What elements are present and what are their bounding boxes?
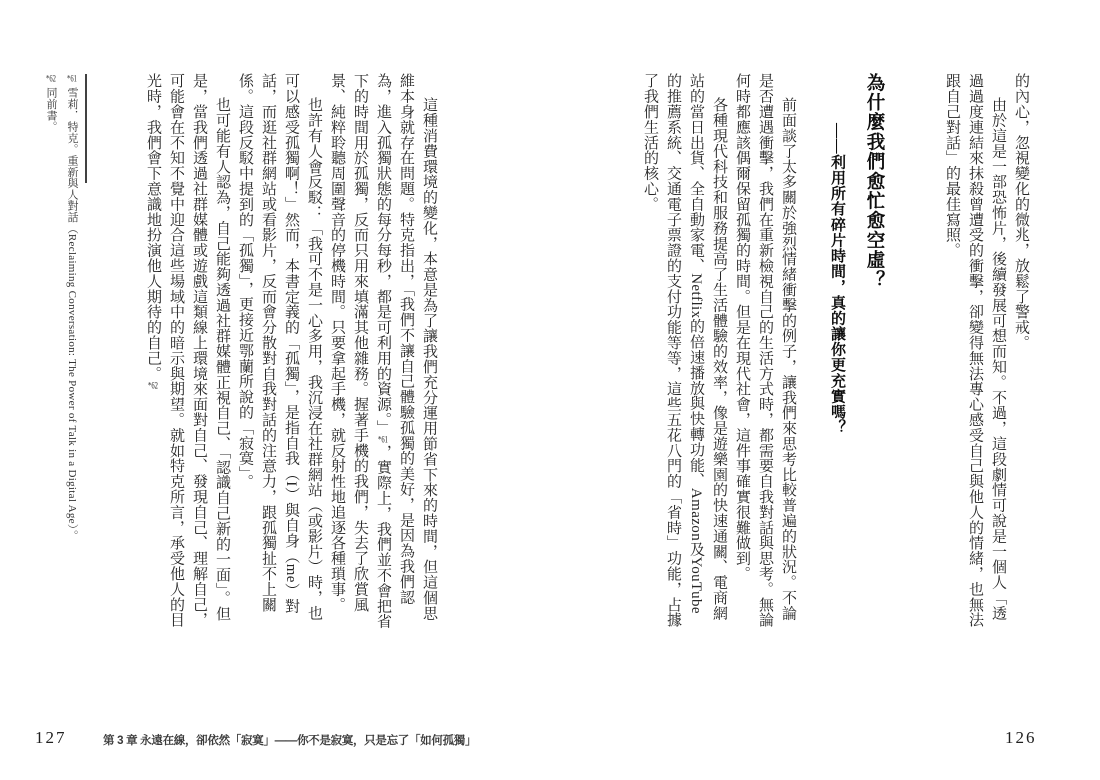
footnotes-block xyxy=(40,74,82,630)
footnote-item xyxy=(40,74,61,630)
footnote-marker: *62 xyxy=(46,74,56,83)
footnote-ref-61: *61 xyxy=(378,435,388,445)
footnote-text: 同前書。 xyxy=(45,87,57,133)
footnote-marker: *61 xyxy=(67,74,77,83)
paragraph xyxy=(325,73,440,629)
paragraph xyxy=(141,73,233,629)
paragraph: 也許有人會反駁：「我可不是一心多用，我沉浸在社群網站（或影片）時，也可以感受孤獨啊！」然而，本書定義的「孤獨」，是指自我（I）與自身（me）對話，而逛社群網站或看影片，反而會分散對自我對話的注意力，跟孤獨扯不上關係。這段反駁中提到的「孤獨」，更接近鄂蘭所說的「寂寞」。 xyxy=(237,73,322,621)
paragraph: 由於這是一部恐怖片，後續發展可想而知。不過，這段劇情可說是一個人「透過過度連結來抹殺曾遭受的衝擊，卻變得無法專心感受自己與他人的情緒，也無法跟自己對話」的最佳寫照。 xyxy=(944,73,1006,628)
page-number-right: 126 xyxy=(1005,728,1037,747)
section-heading: 為什麼我們愈忙愈空虛？ xyxy=(864,73,884,290)
left-page-text-block xyxy=(141,73,440,629)
footnote-text: 雪莉．特克。重新與人對話（Reclaiming Conversation: The Power of Talk in a Digital Age）。 xyxy=(66,87,78,541)
footnote-separator xyxy=(85,74,87,183)
footnote-item xyxy=(61,74,82,630)
footnote-ref-62: *62 xyxy=(148,381,158,390)
page-number-left: 127 xyxy=(35,728,67,747)
page-right xyxy=(550,0,1100,780)
paragraph-text: 也可能有人認為，自己能夠透過社群媒體正視自己、「認識自己新的一面」。但是，當我們透過社群媒體或遊戲這類線上環境來面對自己、發現自己、理解自己，可能會在不知不覺中迎合這些場域中的暗示與期望。就如特克所言，承受他人的目光時，我們會下意識地扮演他人期待的自己。 xyxy=(145,73,230,628)
paragraph: 前面談了太多關於強烈情緒衝擊的例子，讓我們來思考比較普遍的狀況。不論是否遭遇衝擊，我們在重新檢視自己的生活方式時，都需要自我對話與思考。無論何時都應該偶爾保留孤獨的時間。但是在現代社會，這件事確實很難做到。 xyxy=(734,73,796,628)
paragraph-text: 這種消費環境的變化，本意是為了讓我們充分運用節省下來的時間，但這個思維本身就存在問題。特克指出，「我們不讓自己體驗孤獨的美好，是因為我們認為，進入孤獨狀態的每分每秒，都是可利用的資源。」 xyxy=(375,73,437,621)
paragraph-text: ，實際上，我們並不會把省下的時間用於孤獨，反而只用來填滿其他雜務。握著手機的我們，失去了欣賞風景、純粹聆聽周圍聲音的停機時間。只要拿起手機，就反射性地追逐各種瑣事。 xyxy=(329,73,391,629)
section-subheading: ——利用所有碎片時間，真的讓你更充實嗎？ xyxy=(829,123,845,435)
paragraph-continuation: 的內心，忽視變化的微兆，放鬆了警戒。 xyxy=(1013,73,1029,351)
chapter-footer: 第 3 章 永遠在線，卻依然「寂寞」——你不是寂寞，只是忘了「如何孤獨」 xyxy=(103,735,477,747)
right-page-text-block xyxy=(638,73,1032,629)
paragraph: 各種現代科技和服務提高了生活體驗的效率，像是遊樂園的快速通關、電商網站的當日出貨、全自動家電、Netflix的倍速播放與快轉功能、Amazon及YouTube的推薦系統、交通電子票證的支付功能等等，這些五花八門的「省時」功能，占據了我們生活的核心。 xyxy=(642,73,727,628)
